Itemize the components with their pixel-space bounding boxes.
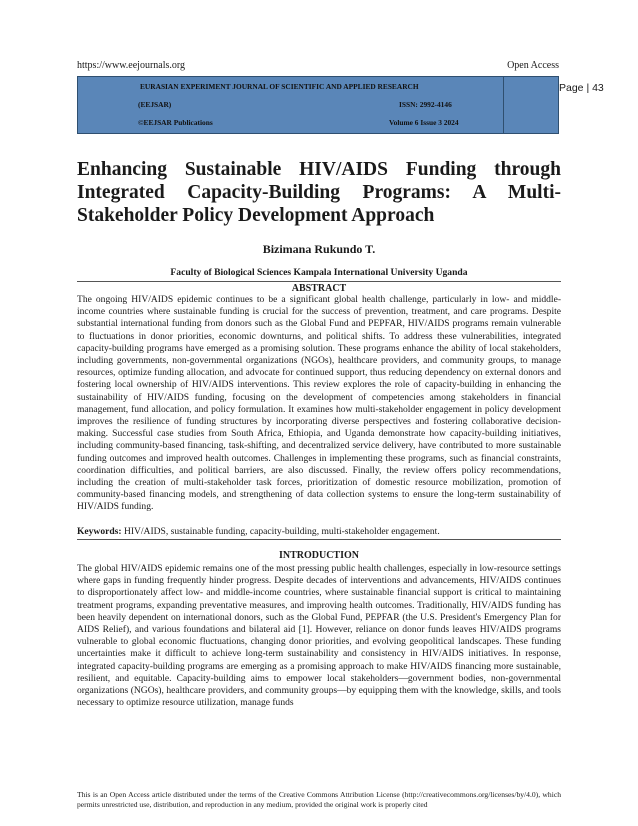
title-line: Stakeholder Policy Development Approach xyxy=(77,205,435,226)
journal-abbrev: (EEJSAR) xyxy=(138,100,172,109)
license-footnote: This is an Open Access article distributed under the terms of the Creative Commons Attribution License (http://creativecommons.org/licenses/by/4.0), which permits unrestricted use, distribution, and reproduction in any medium, provided the original work is properly cited xyxy=(77,790,561,809)
introduction-heading: INTRODUCTION xyxy=(278,550,359,561)
journal-banner xyxy=(77,76,559,134)
journal-publisher: ©EEJSAR Publications xyxy=(138,118,213,127)
page-number: Page | 43 xyxy=(559,82,604,94)
journal-issn: ISSN: 2992-4146 xyxy=(399,100,452,109)
banner-right-cell xyxy=(503,77,558,133)
author-affiliation: Faculty of Biological Sciences Kampala International University Uganda xyxy=(170,267,468,278)
keywords xyxy=(77,526,561,538)
journal-url[interactable]: https://www.eejournals.org xyxy=(77,60,186,71)
abstract-heading: ABSTRACT xyxy=(291,283,347,294)
author-name: Bizimana Rukundo T. xyxy=(262,242,376,256)
keywords-list: HIV/AIDS, sustainable funding, capacity-building, multi-stakeholder engagement. xyxy=(123,526,440,537)
keywords-label: Keywords: xyxy=(77,526,122,537)
abstract-text: The ongoing HIV/AIDS epidemic continues to be a significant global health challenge, particularly in low- and middle-income countries where sustainable funding is crucial for the success of prevention, treatment, and care programs. Despite substantial international funding from donors such as the Global Fund and PEPFAR, HIV/AIDS programs remain vulnerable to fluctuations in donor priorities, economic downturns, and political shifts. To address these vulnerabilities, integrated capacity-building programs have emerged as a promising solution. These programs enhance the ability of local stakeholders, including governments, non-governmental organizations (NGOs), healthcare providers, and community groups, to manage resources, optimize funding allocation, and advocate for continued support, thus reducing dependency on external donors and fostering local ownership of HIV/AIDS interventions. This review explores the role of capacity-building in enhancing the sustainability of HIV/AIDS funding, focusing on the development of competencies among stakeholders in financial management, fund allocation, and policy formulation. It examines how multi-stakeholder engagement in policy development improves the resilience of funding structures by incorporating diverse perspectives and fostering collaborative decision-making. Successful case studies from South Africa, Ethiopia, and Uganda demonstrate how capacity-building initiatives, including community-based financing, task-shifting, and decentralized service delivery, have contributed to more sustainable funding outcomes and improved health outcomes. Challenges in implementing these programs, such as financial constraints, coordination difficulties, and political barriers, are also discussed. Finally, the review offers policy recommendations, including the creation of multi-stakeholder task forces, prioritization of domestic resource mobilization, promotion of community-based financing models, and strengthening of data collection systems to ensure the long-term sustainability of HIV/AIDS funding. xyxy=(77,294,561,513)
title-line: Integrated Capacity-Building Programs: A Multi- xyxy=(77,182,561,203)
divider xyxy=(77,539,561,540)
title-line: Enhancing Sustainable HIV/AIDS Funding through xyxy=(77,159,561,180)
journal-volume: Volume 6 Issue 3 2024 xyxy=(389,118,459,127)
journal-name: EURASIAN EXPERIMENT JOURNAL OF SCIENTIFIC AND APPLIED RESEARCH xyxy=(140,82,419,91)
divider xyxy=(77,281,561,282)
introduction-text: The global HIV/AIDS epidemic remains one of the most pressing public health challenges, especially in low-resource settings where gaps in funding frequently hinder progress. Despite decades of interventions and advancements, HIV/AIDS continues to disproportionately affect low- and middle-income countries, where sustainable financial support is critical to maintaining treatment programs, expanding preventative measures, and improving health outcomes. Traditionally, HIV/AIDS funding has been heavily dependent on international donors, such as the Global Fund, PEPFAR (the U.S. President's Emergency Plan for AIDS Relief), and various foundations and bilateral aid [1]. However, reliance on donor funds leaves HIV/AIDS programs vulnerable to global economic fluctuations, changing donor priorities, and evolving geopolitical landscapes. These funding uncertainties make it difficult to achieve long-term sustainability and consistency in HIV/AIDS initiatives. In response, integrated capacity-building programs are emerging as a promising approach to make HIV/AIDS financing more sustainable, resilient, and equitable. Capacity-building aims to empower local stakeholders—government bodies, non-governmental organizations (NGOs), healthcare providers, and community groups—by equipping them with the knowledge, skills, and tools necessary to optimize resource utilization, manage funds xyxy=(77,563,561,709)
banner-left-cell xyxy=(78,77,135,133)
open-access-label: Open Access xyxy=(507,60,559,71)
article-title xyxy=(77,158,561,227)
